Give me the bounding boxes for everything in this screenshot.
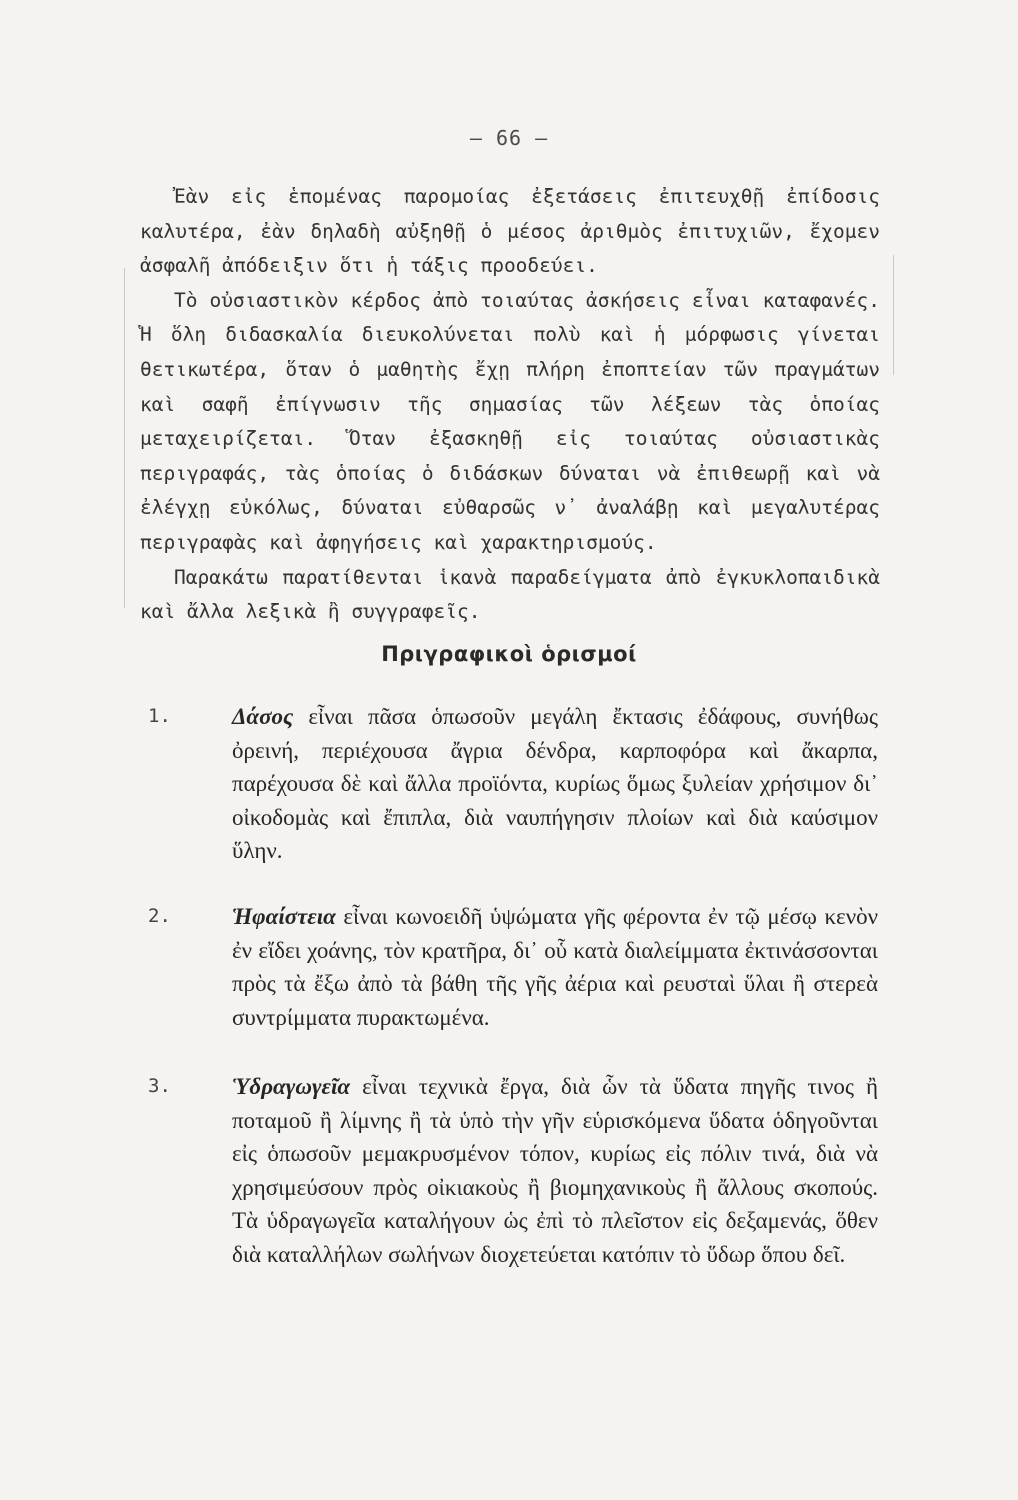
definition-number: 2. [148,905,171,927]
intro-paragraph: Τὸ οὐσιαστικὸν κέρδος ἀπὸ τοιαύτας ἀσκήσεις εἶναι καταφανές. Ἡ ὅλη διδασκαλία διευκολύνεται πολὺ καὶ ἡ μόρφωσις γίνεται θετικωτέρα, ὅταν ὁ μαθητὴς ἔχῃ πλήρη ἐποπτείαν τῶν πραγμάτων καὶ σαφῆ ἐπίγνωσιν τῆς σημασίας τῶν λέξεων τὰς ὁποίας μεταχειρίζεται. Ὅταν ἐξασκηθῇ εἰς τοιαύτας οὐσιαστικὰς περιγραφάς, τὰς ὁποίας ὁ διδάσκων δύναται νὰ ἐπιθεωρῇ καὶ νὰ ἐλέγχῃ εὐκόλως, δύναται εὐθαρσῶς ν᾽ ἀναλάβῃ καὶ μεγαλυτέρας περιγραφὰς καὶ ἀφηγήσεις καὶ χαρακτηρισμούς. [140,288,880,554]
definition-term: Δάσος [232,704,294,729]
definition-item [148,1070,878,1272]
margin-mark [893,255,894,375]
definition-text: εἶναι τεχνικὰ ἔργα, διὰ ὧν τὰ ὕδατα πηγῆς τινος ἢ ποταμοῦ ἢ λίμνης ἢ τὰ ὑπὸ τὴν γῆν εὑρισκόμενα ὕδατα ὁδηγοῦνται εἰς ὁπωσοῦν μεμακρυσμένον τόπον, κυρίως εἰς πόλιν τινά, διὰ νὰ χρησιμεύσουν πρὸς οἰκιακοὺς ἢ βιομηχανικοὺς ἢ ἄλλους σκοπούς. Τὰ ὑδραγωγεῖα καταλήγουν ὡς ἐπὶ τὸ πλεῖστον εἰς δεξαμενάς, ὅθεν διὰ καταλλήλων σωλήνων διοχετεύεται κατόπιν τὸ ὕδωρ ὅπου δεῖ. [232,1074,878,1267]
intro-text [140,180,880,630]
definition-body [232,900,878,1034]
margin-mark [124,268,125,608]
section-heading: Πριγραφικοὶ ὁρισμοί [381,642,637,666]
page-number: — 66 — [469,126,549,150]
definition-text: εἶναι πᾶσα ὁπωσοῦν μεγάλη ἔκτασις ἐδάφους, συνήθως ὀρεινή, περιέχουσα ἄγρια δένδρα, καρποφόρα καὶ ἄκαρπα, παρέχουσα δὲ καὶ ἄλλα προϊόντα, κυρίως ὅμως ξυλείαν χρήσιμον δι᾽ οἰκοδομὰς καὶ ἔπιπλα, διὰ ναυπήγησιν πλοίων καὶ διὰ καύσιμον ὕλην. [232,704,878,864]
definition-item [148,900,878,1034]
definition-item [148,700,878,868]
definition-term: Ἡφαίστεια [232,904,336,929]
definition-number: 3. [148,1075,171,1097]
definition-body [232,700,878,868]
definition-term: Ὑδραγωγεῖα [232,1074,351,1099]
definition-body [232,1070,878,1272]
definition-text: εἶναι κωνοειδῆ ὑψώματα γῆς φέροντα ἐν τῷ μέσῳ κενὸν ἐν εἴδει χοάνης, τὸν κρατῆρα, δι᾽ οὗ κατὰ διαλείμματα ἐκτινάσσονται πρὸς τὰ ἔξω ἀπὸ τὰ βάθη τῆς γῆς ἀέρια καὶ ρευσταὶ ὕλαι ἢ στερεὰ συντρίμματα πυρακτωμένα. [232,904,878,1030]
intro-paragraph: Ἐὰν εἰς ἑπομένας παρομοίας ἐξετάσεις ἐπιτευχθῇ ἐπίδοσις καλυτέρα, ἐὰν δηλαδὴ αὐξηθῇ ὁ μέσος ἀριθμὸς ἐπιτυχιῶν, ἔχομεν ἀσφαλῆ ἀπόδειξιν ὅτι ἡ τάξις προοδεύει. [140,185,880,278]
intro-paragraph: Παρακάτω παρατίθενται ἱκανὰ παραδείγματα ἀπὸ ἐγκυκλοπαιδικὰ καὶ ἄλλα λεξικὰ ἢ συγγραφεῖς. [140,565,880,624]
definition-number: 1. [148,705,171,727]
